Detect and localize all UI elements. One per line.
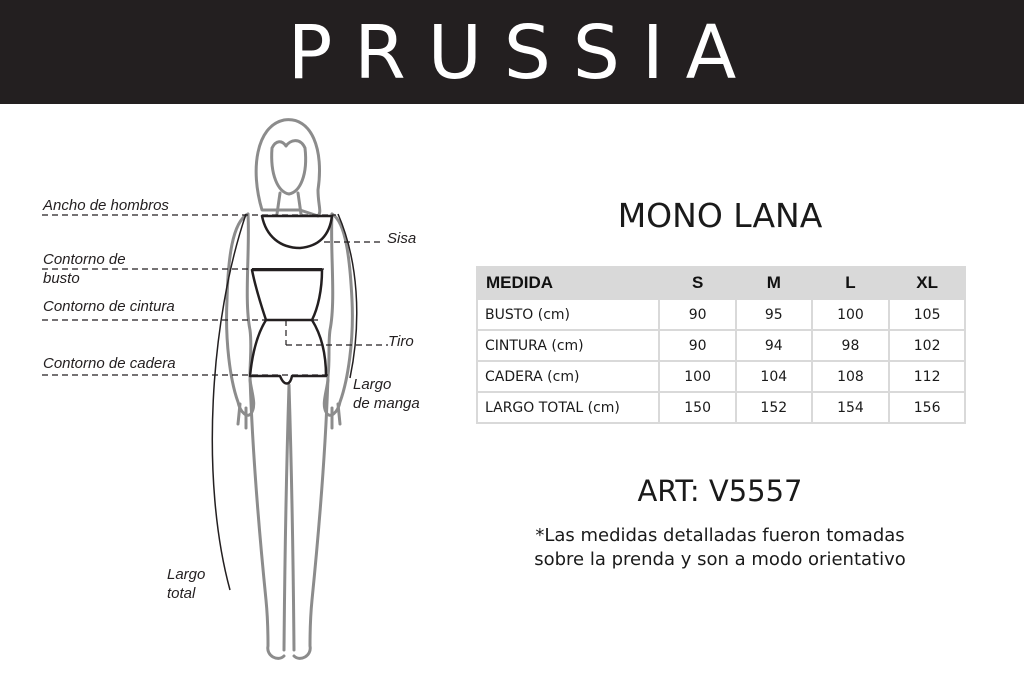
note-line-2: sobre la prenda y son a modo orientativo (534, 549, 906, 570)
label-armhole: Sisa (387, 230, 417, 247)
note-line-1: *Las medidas detalladas fueron tomadas (535, 525, 905, 546)
row-label: LARGO TOTAL (cm) (477, 392, 659, 423)
product-title: MONO LANA (617, 196, 823, 235)
brand-logo-text: PRUSSIA (287, 10, 759, 96)
table-row (477, 361, 965, 392)
cell-value: 104 (736, 361, 812, 392)
cell-value: 100 (812, 299, 890, 330)
size-table-header-row (477, 267, 965, 299)
row-label: BUSTO (cm) (477, 299, 659, 330)
left-hand (238, 404, 246, 428)
hair-shape (256, 120, 320, 216)
face-shape (272, 141, 306, 194)
label-shoulders: Ancho de hombros (43, 197, 169, 214)
table-row (477, 299, 965, 330)
garment-outline (250, 216, 332, 384)
measurement-note (470, 524, 970, 572)
right-leg (294, 376, 328, 658)
label-sleeve-line2: de manga (353, 395, 420, 412)
header-size-l: L (812, 267, 890, 299)
left-leg (250, 376, 284, 658)
cell-value: 100 (659, 361, 736, 392)
right-hand (332, 404, 340, 428)
cell-value: 112 (889, 361, 965, 392)
row-label: CINTURA (cm) (477, 330, 659, 361)
garment-bottom (250, 320, 326, 384)
cell-value: 90 (659, 299, 736, 330)
size-table (476, 266, 966, 424)
label-waist: Contorno de cintura (43, 298, 175, 315)
inner-legs (284, 385, 294, 650)
label-sleeve-line1: Largo (353, 376, 392, 393)
measurement-lines (42, 215, 388, 375)
label-rise: Tiro (388, 333, 414, 350)
row-label: CADERA (cm) (477, 361, 659, 392)
cell-value: 108 (812, 361, 890, 392)
header-size-m: M (736, 267, 812, 299)
brand-header (0, 0, 1024, 104)
torso-left (247, 214, 251, 376)
header-size-xl: XL (889, 267, 965, 299)
cell-value: 98 (812, 330, 890, 361)
cell-value: 154 (812, 392, 890, 423)
cell-value: 95 (736, 299, 812, 330)
label-total-line1: Largo (167, 566, 206, 583)
garment-bodice (252, 270, 322, 320)
cell-value: 150 (659, 392, 736, 423)
cell-value: 105 (889, 299, 965, 330)
garment-top (262, 216, 332, 248)
cell-value: 94 (736, 330, 812, 361)
mannequin-outline (227, 120, 353, 659)
table-row (477, 392, 965, 423)
torso-right (328, 214, 333, 376)
cell-value: 102 (889, 330, 965, 361)
label-total-line2: total (167, 585, 196, 602)
label-hip: Contorno de cadera (43, 355, 176, 372)
cell-value: 156 (889, 392, 965, 423)
cell-value: 90 (659, 330, 736, 361)
article-code: ART: V5557 (637, 474, 803, 508)
sleeve-length-arc (338, 214, 357, 378)
table-row (477, 330, 965, 361)
header-size-s: S (659, 267, 736, 299)
label-bust-line2: busto (43, 270, 80, 287)
header-measure: MEDIDA (477, 267, 659, 299)
cell-value: 152 (736, 392, 812, 423)
label-bust-line1: Contorno de (43, 251, 126, 268)
